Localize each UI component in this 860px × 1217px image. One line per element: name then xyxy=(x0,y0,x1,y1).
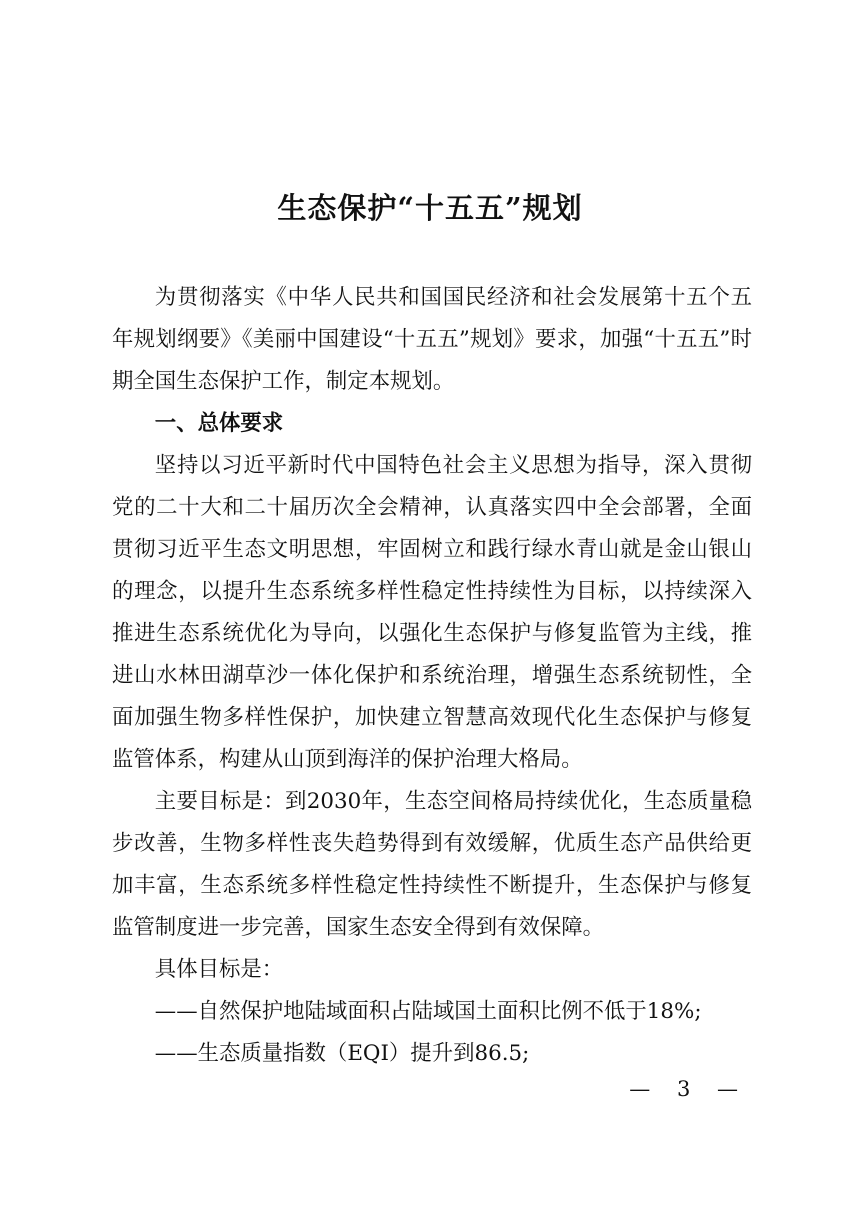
document-title: 生态保护“十五五”规划 xyxy=(277,191,583,225)
specific-goal-item: ——自然保护地陆域面积占陆域国土面积比例不低于18%; xyxy=(154,999,702,1024)
page-number: — 3 — xyxy=(629,1077,748,1101)
guiding-paragraph: 坚持以习近平新时代中国特色社会主义思想为指导，深入贯彻党的二十大和二十届历次全会精神，认真落实四中全会部署，全面贯彻习近平生态文明思想，牢固树立和践行绿水青山就是金山银山的理念，以提升生态系统多样性稳定性持续性为目标，以持续深入推进生态系统优化为导向，以强化生态保护与修复监管为主线，推进山水林田湖草沙一体化保护和系统治理，增强生态系统韧性，全面加强生物多样性保护，加快建立智慧高效现代化生态保护与修复监管体系，构建从山顶到海洋的保护治理大格局。 xyxy=(112,453,752,772)
specific-goal-item: ——生态质量指数（EQI）提升到86.5; xyxy=(154,1041,530,1066)
specific-goals-label: 具体目标是： xyxy=(154,957,284,982)
document-body xyxy=(112,277,752,1075)
intro-paragraph: 为贯彻落实《中华人民共和国国民经济和社会发展第十五个五年规划纲要》《美丽中国建设“十五五”规划》要求，加强“十五五”时期全国生态保护工作，制定本规划。 xyxy=(112,285,752,394)
section-heading-general-requirements: 一、总体要求 xyxy=(154,411,284,436)
main-goals-paragraph: 主要目标是：到2030年，生态空间格局持续优化，生态质量稳步改善，生物多样性丧失趋势得到有效缓解，优质生态产品供给更加丰富，生态系统多样性稳定性持续性不断提升，生态保护与修复监管制度进一步完善，国家生态安全得到有效保障。 xyxy=(112,789,752,940)
